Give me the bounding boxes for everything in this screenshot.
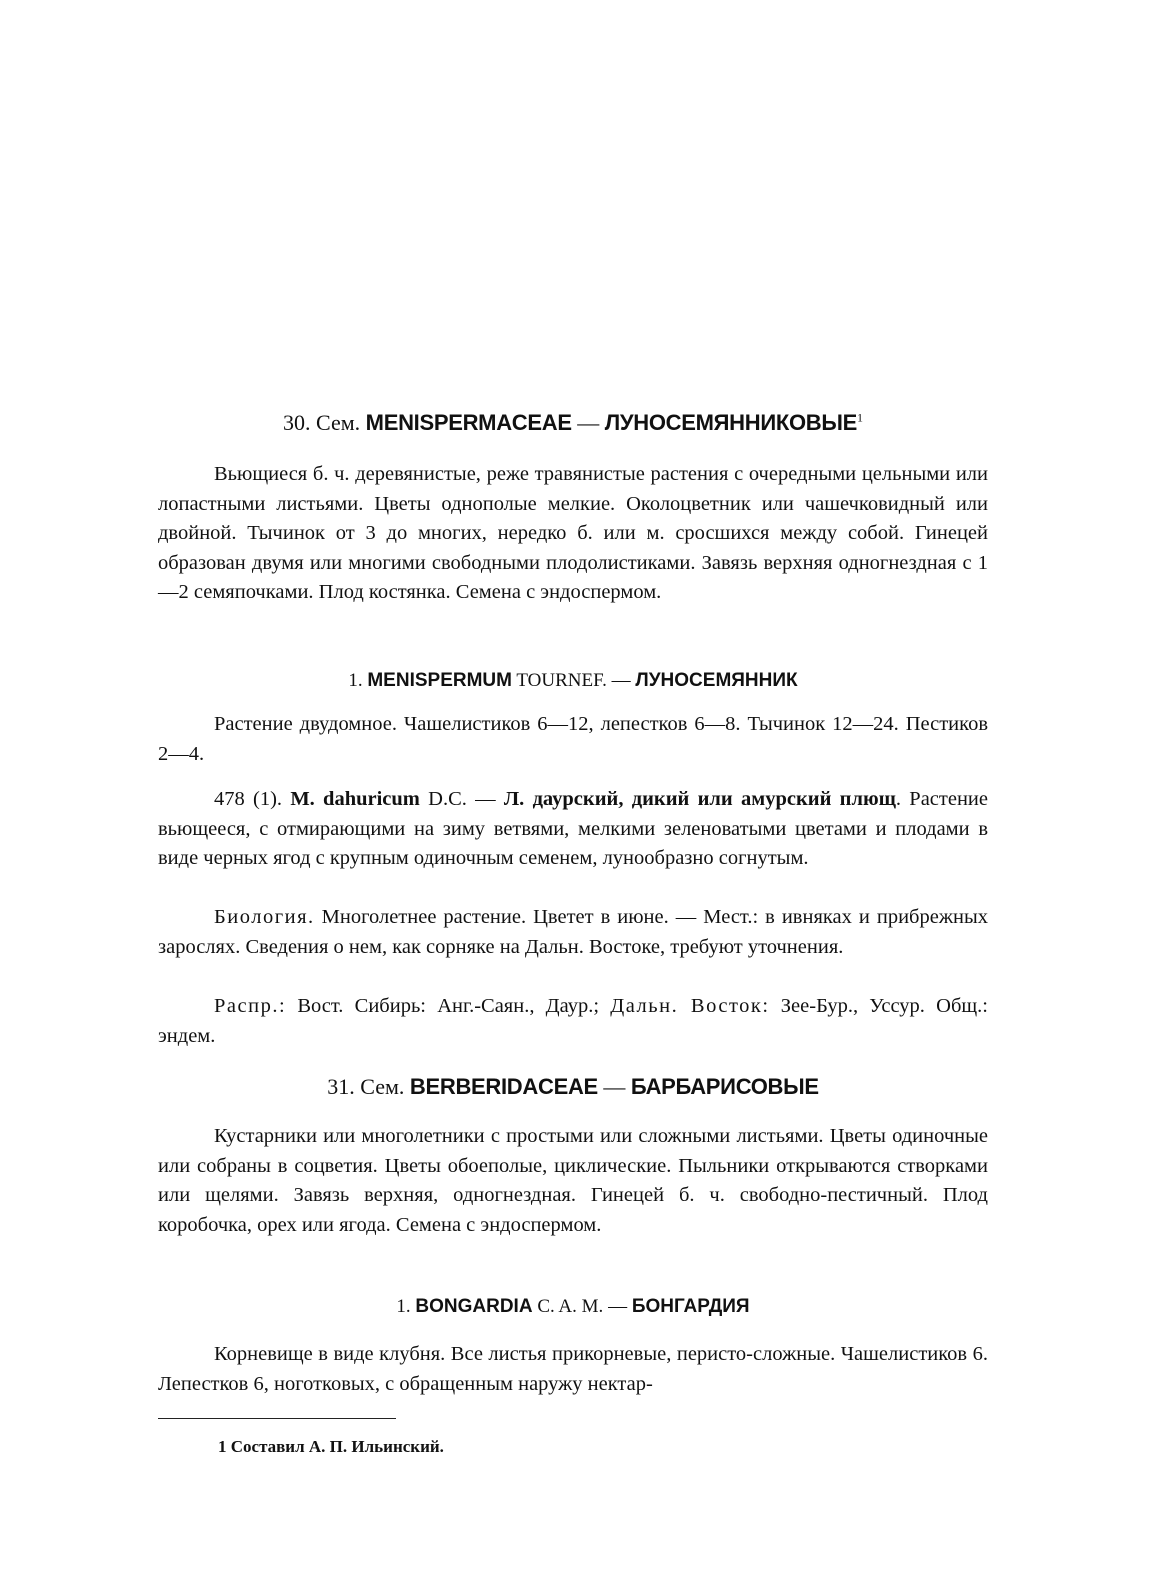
species-description: . Растение вьющееся, с отмирающими на зиму ветвями, мелкими зеленоватыми цветами и плодами в виде черных ягод с крупным одиночным семенем, лунообразно согнутым.: [158, 788, 989, 869]
distribution-label: Распр.:: [214, 995, 287, 1017]
species-russian-name: Л. даурский, дикий или амурский плющ: [503, 788, 896, 810]
footnote-number: 1: [218, 1437, 227, 1456]
biology-text: Многолетнее растение. Цветет в июне. — Мест.: в ивняках и прибрежных зарослях. Сведения о нем, как сорняке на Дальн. Востоке, требуют уточнения.: [158, 906, 988, 958]
genus-author: C. A. M.: [537, 1296, 604, 1317]
dash: —: [606, 670, 636, 691]
dash: —: [466, 788, 504, 810]
footnote: [218, 1437, 444, 1457]
family-heading-berberidaceae: [158, 1074, 988, 1100]
dash: —: [603, 1296, 632, 1317]
genus-latin-name: MENISPERMUM: [367, 670, 512, 691]
genus-russian-name: ЛУНОСЕМЯННИК: [635, 670, 798, 691]
family-description: [158, 1122, 988, 1240]
genus-description: [158, 1340, 988, 1399]
footnote-mark: 1: [856, 410, 863, 425]
genus-description-text: Растение двудомное. Чашелистиков 6—12, лепестков 6—8. Тычинок 12—24. Пестиков 2—4.: [158, 713, 988, 765]
family-description-text: Вьющиеся б. ч. деревянистые, реже травянистые растения с очередными цельными или лопастными листьями. Цветы однополые мелкие. Околоцветник или чашечковидный или двойной. Тычинок от 3 до многих, нередко б. или м. сросшихся между собой. Гинецей образован двумя или многими свободными плодолистиками. Завязь верхняя одногнездная с 1—2 семяпочками. Плод костянка. Семена с эндоспермом.: [158, 463, 988, 603]
genus-heading-menispermum: [158, 670, 988, 692]
distribution-text: Зее-Бур., Уссур. Общ.: эндем.: [158, 995, 988, 1047]
genus-number: 1.: [348, 670, 363, 691]
dash: —: [571, 410, 605, 435]
footnote-divider: [158, 1418, 396, 1419]
distribution-region: Дальн. Восток:: [610, 995, 770, 1017]
family-description-text: Кустарники или многолетники с простыми или сложными листьями. Цветы одиночные или собраны в соцветия. Цветы обоеполые, циклические. Пыльники открываются створками или щелями. Завязь верхняя, одногнездная. Гинецей б. ч. свободно-пестичный. Плод коробочка, орех или ягода. Семена с эндоспермом.: [158, 1125, 988, 1236]
species-number: 478 (1).: [214, 788, 283, 810]
species-entry: [158, 785, 988, 874]
biology-label: Биология.: [214, 906, 315, 928]
genus-author: TOURNEF.: [516, 670, 607, 691]
genus-description: [158, 710, 988, 769]
genus-latin-name: BONGARDIA: [415, 1296, 533, 1317]
dash: —: [597, 1074, 631, 1099]
family-heading-menispermaceae: [158, 410, 988, 436]
family-latin-name: MENISPERMACEAE: [365, 410, 572, 435]
species-author: D.C.: [428, 788, 467, 810]
distribution-text: Вост. Сибирь: Анг.-Саян., Даур.;: [286, 995, 611, 1017]
family-number: 31. Сем.: [327, 1074, 405, 1099]
genus-number: 1.: [396, 1296, 411, 1317]
family-latin-name: BERBERIDACEAE: [409, 1074, 598, 1099]
family-russian-name: БАРБАРИСОВЫЕ: [630, 1074, 819, 1099]
footnote-text: Составил А. П. Ильинский.: [230, 1437, 444, 1456]
genus-heading-bongardia: [158, 1296, 988, 1318]
genus-russian-name: БОНГАРДИЯ: [631, 1296, 750, 1317]
distribution-paragraph: [158, 992, 988, 1051]
family-russian-name: ЛУНОСЕМЯННИКОВЫЕ: [604, 410, 857, 435]
biology-paragraph: [158, 903, 988, 962]
family-number: 30. Сем.: [283, 410, 361, 435]
family-description: [158, 460, 988, 608]
genus-description-text: Корневище в виде клубня. Все листья прикорневые, перисто-сложные. Чашелистиков 6. Лепестков 6, ноготковых, с обращенным наружу нектар-: [158, 1343, 988, 1395]
species-latin-name: M. dahuricum: [290, 788, 420, 810]
